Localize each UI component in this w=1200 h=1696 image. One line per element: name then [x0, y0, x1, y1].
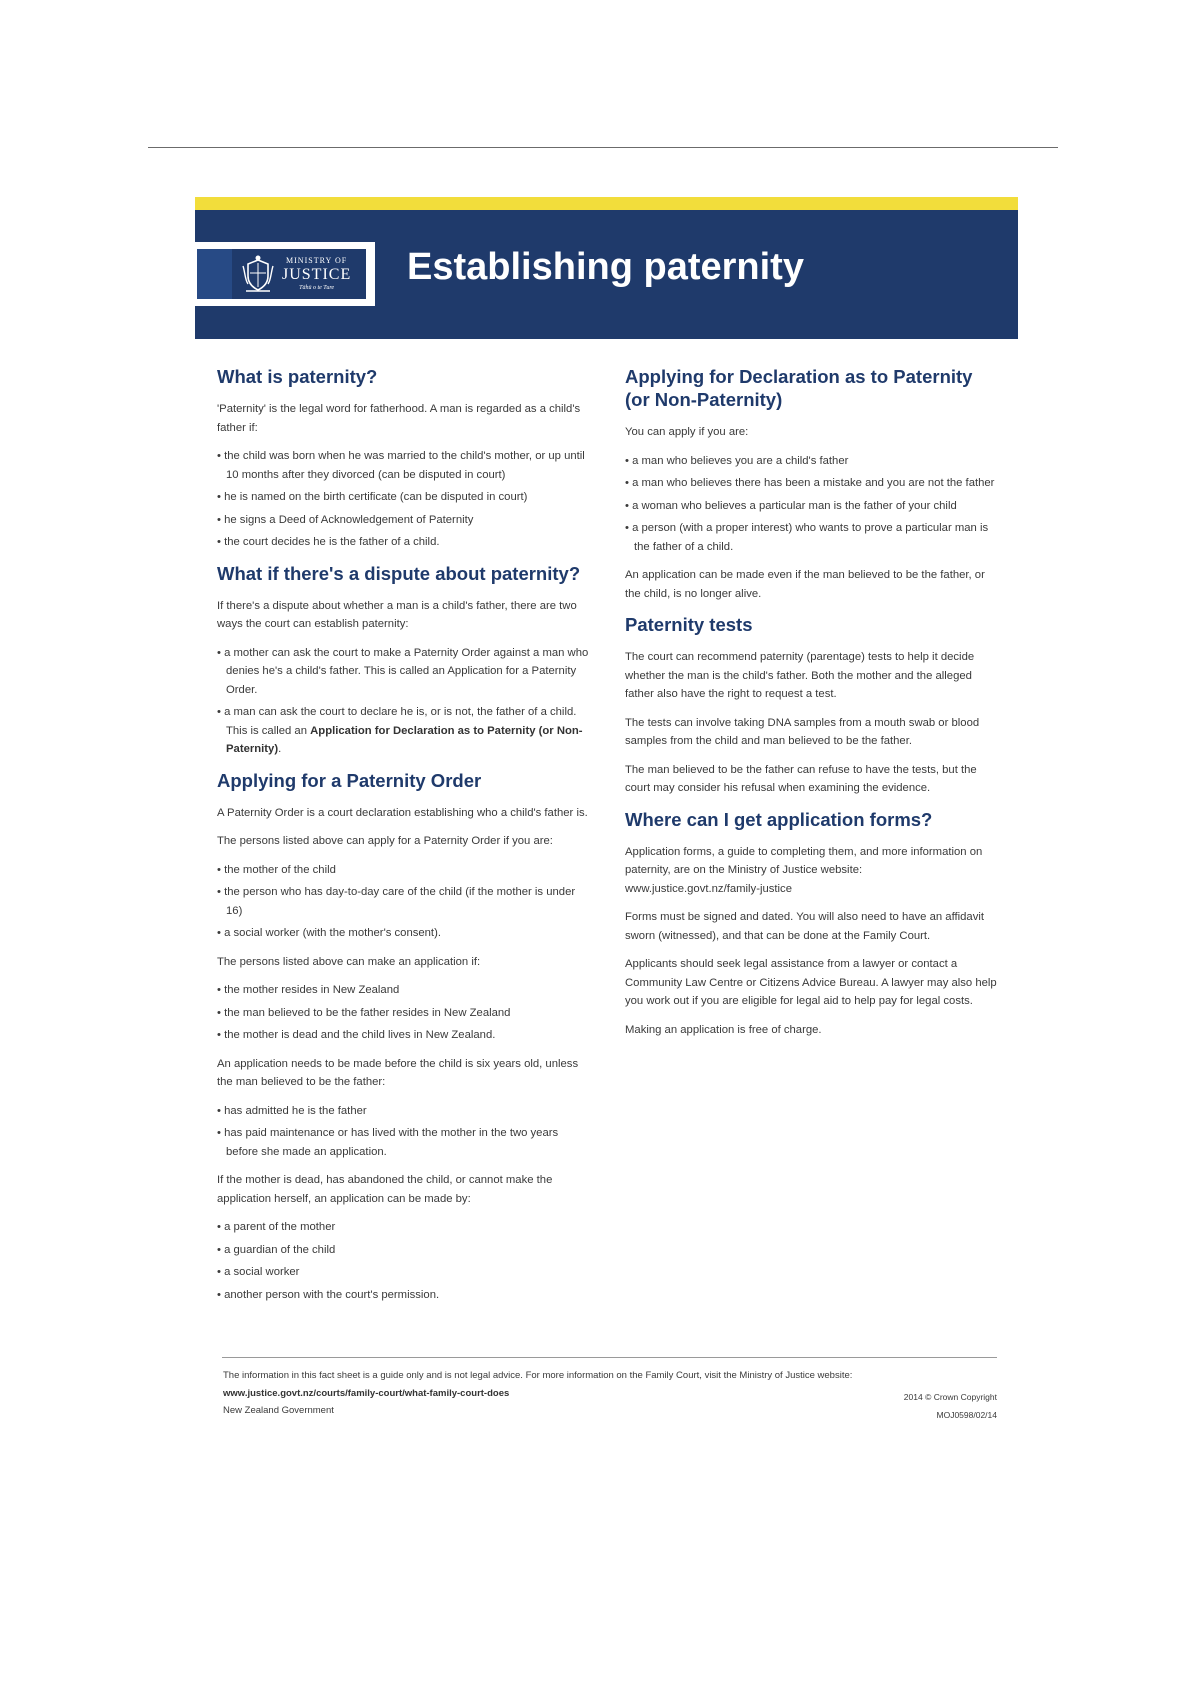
paragraph: You can apply if you are: [625, 426, 749, 438]
list-item: • a social worker [217, 1263, 589, 1282]
paragraph: Forms must be signed and dated. You will also need to have an affidavit sworn (witnessed), and that can be done at the Family Court. [625, 911, 985, 942]
logo-line-1: MINISTRY OF [286, 256, 348, 265]
footer-disclaimer [223, 1367, 943, 1403]
left-column [217, 365, 589, 1314]
bullet-list [217, 981, 589, 1045]
list-item: • a man who believes there has been a mistake and you are not the father [625, 474, 1000, 493]
paragraph: A Paternity Order is a court declaration establishing who a child's father is. [217, 806, 588, 819]
list-item: • has paid maintenance or has lived with the mother in the two years before she made an application. [217, 1124, 589, 1161]
list-item: • a social worker (with the mother's consent). [217, 924, 589, 943]
footer-divider [222, 1357, 997, 1358]
paragraph: The man believed to be the father can refuse to have the tests, but the court may consider his refusal when examining the evidence. [625, 763, 977, 794]
list-item: • has admitted he is the father [217, 1102, 589, 1121]
list-item: • a man who believes you are a child's father [625, 452, 1000, 471]
bullet-list [217, 447, 589, 552]
paragraph: Making an application is free of charge. [625, 1023, 822, 1036]
section-heading: Where can I get application forms? [625, 808, 933, 830]
section-paternity-tests [625, 613, 1000, 798]
list-item: • a guardian of the child [217, 1241, 589, 1260]
section-heading: What if there's a dispute about paternity? [217, 562, 581, 584]
section-application-forms [625, 808, 1000, 1040]
section-what-is-paternity [217, 365, 589, 552]
paragraph: The tests can involve taking DNA samples from a mouth swab or blood samples from the child and man believed to be the father. [625, 716, 980, 747]
section-dispute [217, 562, 589, 759]
paragraph: Application forms, a guide to completing them, and more information on paternity, are on the Ministry of Justice website: www.justice.govt.nz/family-justice [625, 845, 983, 895]
paragraph: An application can be made even if the man believed to be the father, or the child, is no longer alive. [625, 569, 985, 600]
list-item: • the mother of the child [217, 861, 589, 880]
copyright-text: 2014 © Crown Copyright [903, 1392, 997, 1402]
section-heading: Applying for Declaration as to Paternity (or Non-Paternity) [625, 366, 973, 410]
document-code: MOJ0598/02/14 [936, 1410, 997, 1420]
list-item: • the mother resides in New Zealand [217, 981, 589, 1000]
paragraph: Applicants should seek legal assistance from a lawyer or contact a Community Law Centre or Citizens Advice Bureau. A lawyer may also help you work out if you are eligible for legal aid to help pay for legal costs. [625, 958, 997, 1007]
paragraph: 'Paternity' is the legal word for fatherhood. A man is regarded as a child's father if: [217, 403, 581, 434]
section-paternity-order [217, 769, 589, 1305]
list-item [217, 703, 589, 759]
paragraph: The persons listed above can make an application if: [217, 955, 481, 968]
banner-accent-stripe [195, 197, 1018, 210]
list-item: • the child was born when he was married to the child's mother, or up until 10 months after they divorced (can be disputed in court) [217, 447, 589, 484]
list-item-bold-text: Application for Declaration as to Paternity (or Non-Paternity) [226, 724, 583, 755]
list-item: • the man believed to be the father resides in New Zealand [217, 1004, 589, 1023]
paragraph: If the mother is dead, has abandoned the child, or cannot make the application herself, an application can be made by: [217, 1174, 553, 1205]
right-column [625, 365, 1000, 1049]
ministry-logo [195, 242, 375, 306]
paragraph: If there's a dispute about whether a man is a child's father, there are two ways the court can establish paternity: [217, 599, 577, 630]
list-item: • the mother is dead and the child lives in New Zealand. [217, 1026, 589, 1045]
list-item-text: a man can ask the court to declare he is, or is not, the father of a child. This is called an [224, 706, 577, 737]
footer-website-link[interactable]: www.justice.govt.nz/courts/family-court/what-family-court-does [223, 1388, 510, 1399]
header-banner [195, 197, 1018, 339]
paragraph: The persons listed above can apply for a Paternity Order if you are: [217, 835, 553, 847]
section-heading: Paternity tests [625, 614, 753, 635]
footer-government: New Zealand Government [223, 1405, 334, 1416]
list-item: • he is named on the birth certificate (can be disputed in court) [217, 488, 589, 507]
bullet-list [217, 861, 589, 943]
paragraph: An application needs to be made before the child is six years old, unless the man believed to be the father: [217, 1057, 579, 1088]
section-declaration [625, 365, 1000, 603]
footer-disclaimer-text: The information in this fact sheet is a guide only and is not legal advice. For more information on the Family Court, visit the Ministry of Justice website: [223, 1370, 853, 1381]
list-item: • a person (with a proper interest) who wants to prove a particular man is the father of a child. [625, 519, 1000, 556]
list-item-text-end: . [278, 743, 282, 755]
list-item: • a mother can ask the court to make a Paternity Order against a man who denies he's a child's father. This is called an Application for a Paternity Order. [217, 644, 589, 700]
list-item: • a woman who believes a particular man is the father of your child [625, 497, 1000, 516]
list-item: • another person with the court's permission. [217, 1286, 589, 1305]
bullet-list [217, 1218, 589, 1304]
paragraph: The court can recommend paternity (parentage) tests to help it decide whether the man is the child's father. Both the mother and the alleged father also have the right to request a test. [625, 651, 975, 700]
page-title: Establishing paternity [407, 246, 804, 288]
section-heading: What is paternity? [217, 366, 378, 387]
list-item: • the court decides he is the father of a child. [217, 533, 589, 552]
list-item: • the person who has day-to-day care of the child (if the mother is under 16) [217, 883, 589, 920]
bullet-list [217, 644, 589, 759]
bullet-list [217, 1102, 589, 1162]
section-heading: Applying for a Paternity Order [217, 769, 482, 791]
coat-of-arms-icon [240, 254, 276, 294]
bullet-list [625, 452, 1000, 557]
list-item: • a parent of the mother [217, 1218, 589, 1237]
logo-tagline: Tāhū o te Ture [299, 285, 335, 291]
list-item: • he signs a Deed of Acknowledgement of Paternity [217, 511, 589, 530]
logo-line-2: JUSTICE [282, 266, 352, 283]
footer-copyright [904, 1388, 997, 1424]
top-divider [148, 147, 1058, 148]
